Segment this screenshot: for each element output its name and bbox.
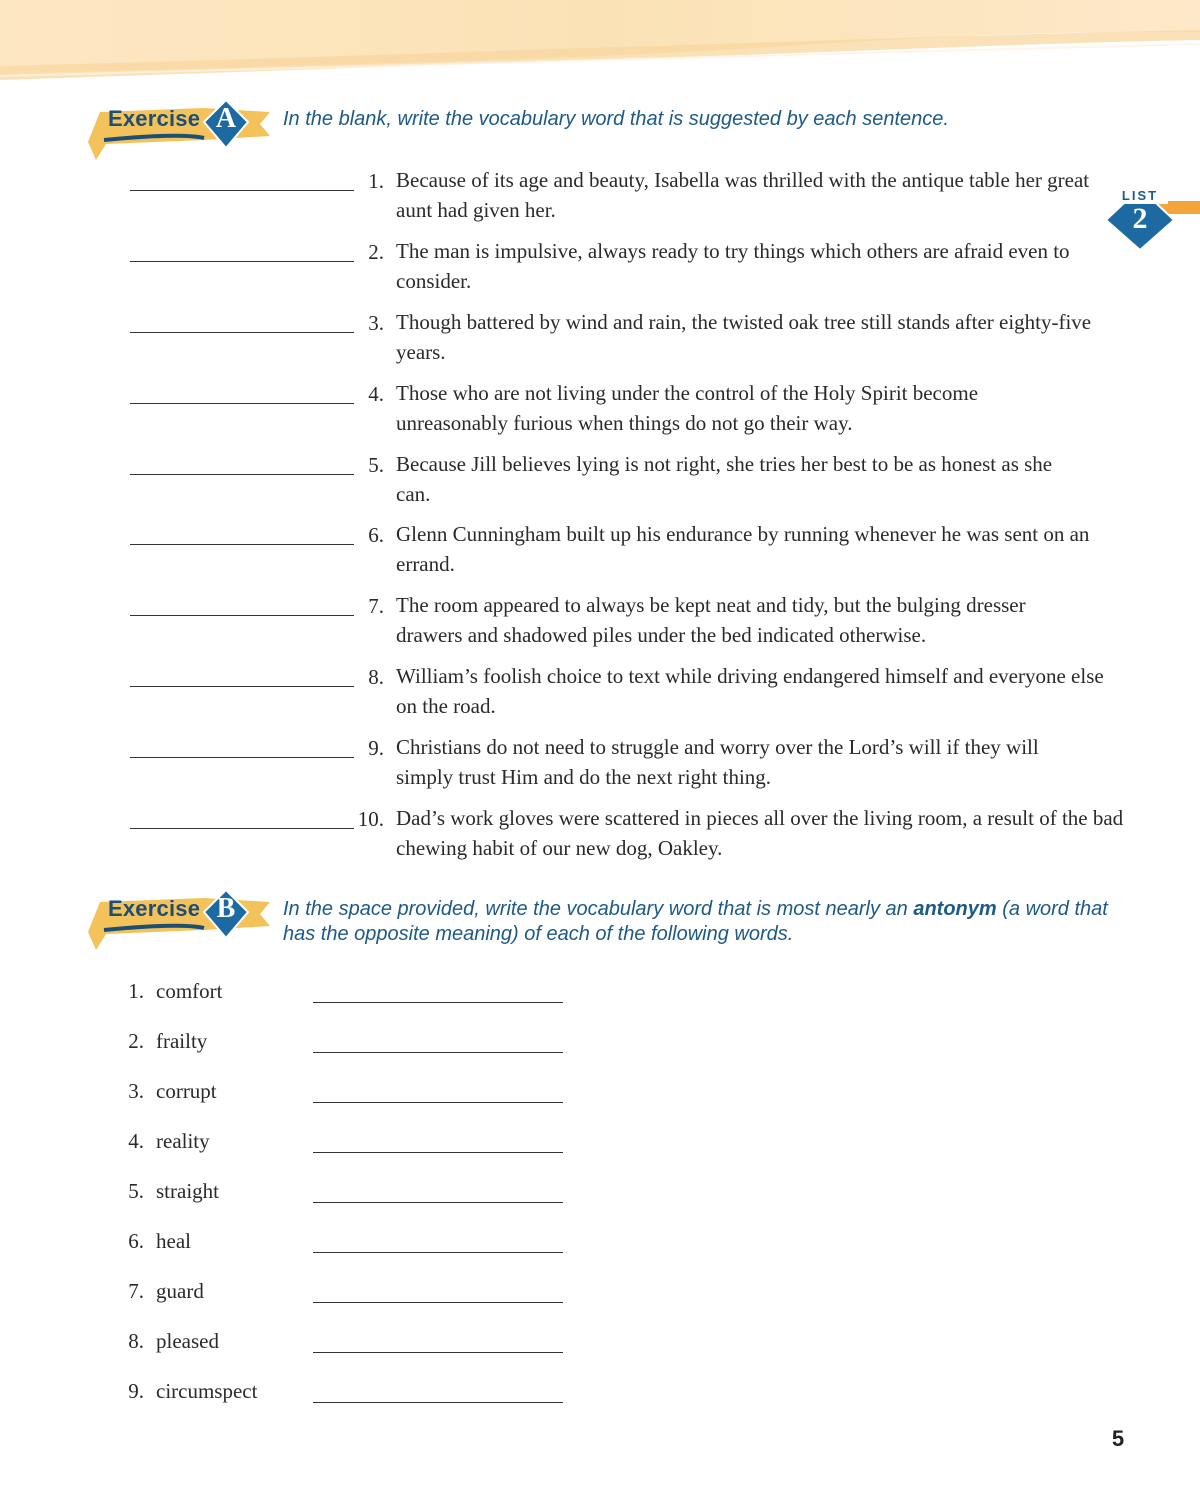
exercise-b-item [0,1276,600,1316]
item-sentence: The room appeared to always be kept neat and tidy, but the bulging dresser drawers and shadowed piles under the bed indicated otherwise. [396,593,1026,647]
exercise-a-label: Exercise [108,106,201,131]
item-sentence: Though battered by wind and rain, the twisted oak tree still stands after eighty-five years. [396,310,1092,364]
answer-blank[interactable] [130,332,354,333]
page-number: 5 [1111,1426,1125,1451]
item-sentence: Christians do not need to struggle and worry over the Lord’s will if they will simply trust Him and do the next right thing. [396,735,1039,789]
answer-blank[interactable] [313,1302,563,1303]
item-word: frailty [156,1029,208,1053]
item-number: 1. [368,169,384,193]
exercise-b-instruction [283,897,1113,947]
exercise-b-item [0,1126,600,1166]
exercise-a-item [0,308,1200,374]
item-number: 5. [128,1179,144,1203]
exercise-a-item [0,662,1200,728]
item-sentence: Because Jill believes lying is not right, she tries her best to be as honest as she can. [396,452,1053,506]
answer-blank[interactable] [313,1202,563,1203]
exercise-b-item [0,1176,600,1216]
answer-blank[interactable] [130,757,354,758]
item-number: 3. [368,311,384,335]
item-word: reality [156,1129,210,1153]
exercise-b-item [0,1376,600,1416]
exercise-a-item [0,591,1200,657]
answer-blank[interactable] [130,474,354,475]
item-number: 9. [368,736,384,760]
item-number: 3. [128,1079,144,1103]
item-number: 8. [128,1329,144,1353]
instruction-bold-term: antonym [913,898,997,920]
item-number: 7. [368,594,384,618]
answer-blank[interactable] [130,261,354,262]
item-word: guard [156,1279,204,1303]
item-number: 9. [128,1379,144,1403]
item-word: circumspect [156,1379,258,1403]
item-sentence: Those who are not living under the control of the Holy Spirit become unreasonably furious when things do not go their way. [396,381,979,435]
answer-blank[interactable] [130,403,354,404]
answer-blank[interactable] [313,1002,563,1003]
exercise-b-item [0,1026,600,1066]
exercise-a-item [0,804,1200,870]
item-number: 10. [357,807,384,831]
item-number: 8. [368,665,384,689]
exercise-a-item [0,237,1200,303]
exercise-a-letter: A [215,103,237,134]
answer-blank[interactable] [313,1252,563,1253]
top-banner [0,0,1200,90]
item-sentence: Glenn Cunningham built up his endurance by running whenever he was sent on an errand. [396,522,1090,576]
exercise-b-letter: B [216,893,236,924]
item-number: 1. [128,979,144,1003]
item-number: 6. [128,1229,144,1253]
instruction-text: In the space provided, write the vocabulary word that is most nearly an [283,898,914,920]
item-word: corrupt [156,1079,217,1103]
item-number: 6. [368,523,384,547]
answer-blank[interactable] [313,1352,563,1353]
answer-blank[interactable] [313,1152,563,1153]
list-number: 2 [1132,202,1148,235]
exercise-b-badge [86,890,276,960]
item-number: 2. [368,240,384,264]
item-number: 4. [368,382,384,406]
item-number: 5. [368,453,384,477]
item-sentence: William’s foolish choice to text while driving endangered himself and everyone else on the road. [396,664,1104,718]
item-word: straight [156,1179,219,1203]
answer-blank[interactable] [130,190,354,191]
answer-blank[interactable] [313,1102,563,1103]
item-sentence: The man is impulsive, always ready to try things which others are afraid even to consider. [396,239,1070,293]
item-sentence: Because of its age and beauty, Isabella was thrilled with the antique table her great aunt had given her. [396,168,1090,222]
exercise-a-item [0,379,1200,445]
exercise-a-badge [86,100,276,170]
item-number: 2. [128,1029,144,1053]
answer-blank[interactable] [313,1052,563,1053]
item-word: pleased [156,1329,219,1353]
exercise-a-item [0,733,1200,799]
instruction-text: (a word that has the opposite meaning) of each of the following words. [283,898,1108,945]
answer-blank[interactable] [130,544,354,545]
answer-blank[interactable] [130,686,354,687]
item-number: 7. [128,1279,144,1303]
answer-blank[interactable] [130,828,354,829]
exercise-a-item [0,166,1200,232]
exercise-b-item [0,1076,600,1116]
item-word: heal [156,1229,191,1253]
item-word: comfort [156,979,223,1003]
exercise-b-item [0,1326,600,1366]
item-number: 4. [128,1129,144,1153]
exercise-b-item [0,1226,600,1266]
list-label: LIST [1121,188,1159,203]
answer-blank[interactable] [313,1402,563,1403]
exercise-a-instruction: In the blank, write the vocabulary word that is suggested by each sentence. [283,108,949,130]
answer-blank[interactable] [130,615,354,616]
exercise-b-item [0,976,600,1016]
exercise-a-item [0,450,1200,516]
exercise-a-item [0,520,1200,586]
exercise-b-label: Exercise [108,896,201,921]
item-sentence: Dad’s work gloves were scattered in pieces all over the living room, a result of the bad chewing habit of our new dog, Oakley. [396,806,1124,860]
